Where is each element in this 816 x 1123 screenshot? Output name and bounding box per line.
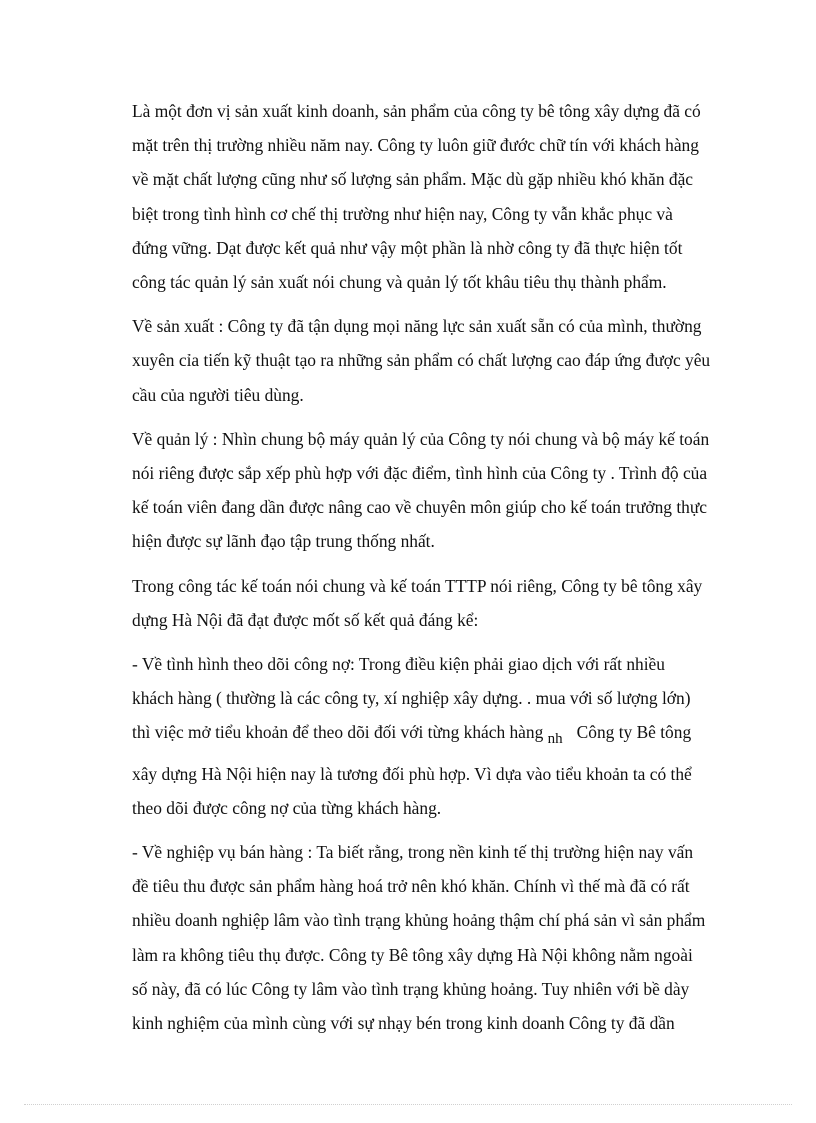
page-bottom-divider xyxy=(24,1104,792,1105)
text-line-with-subscript xyxy=(132,715,760,756)
text-line: Về quản lý : Nhìn chung bộ máy quản lý của Công ty nói chung và bộ máy kế toán xyxy=(132,428,710,449)
text-line: đứng vững. Dạt được kết quả như vậy một phần là nhờ công ty đã thực hiện tốt xyxy=(132,237,683,258)
text-line: nói riêng được sắp xếp phù hợp với đặc điểm, tình hình của Công ty . Trình độ của xyxy=(132,463,708,484)
paragraph-debt-tracking xyxy=(132,647,760,825)
text-line: khách hàng ( thường là các công ty, xí nghiệp xây dựng. . mua với số lượng lớn) xyxy=(132,688,691,709)
text-line: Trong công tác kế toán nói chung và kế toán TTTP nói riêng, Công ty bê tông xây xyxy=(132,575,703,596)
text-line: làm ra không tiêu thụ được. Công ty Bê tông xây dựng Hà Nội không nằm ngoài xyxy=(132,944,693,965)
text-line: mặt trên thị trường nhiều năm nay. Công ty luôn giữ đước chữ tín với khách hàng xyxy=(132,135,699,156)
paragraph-intro xyxy=(132,94,760,299)
text-line: dựng Hà Nội đã đạt được mốt số kết quả đáng kể: xyxy=(132,609,479,630)
text-line: - Về tình hình theo dõi công nợ: Trong điều kiện phải giao dịch với rất nhiều xyxy=(132,654,665,675)
text-fragment: thì việc mở tiểu khoản để theo dõi đối với từng khách hàng xyxy=(132,722,544,743)
paragraph-accounting xyxy=(132,569,760,637)
text-line: Về sản xuất : Công ty đã tận dụng mọi năng lực sản xuất sẵn có của mình, thường xyxy=(132,316,702,337)
text-line: kế toán viên đang dần được nâng cao về chuyên môn giúp cho kế toán trưởng thực xyxy=(132,497,707,518)
text-line: biệt trong tình hình cơ chế thị trường như hiện nay, Công ty vẫn khắc phục và xyxy=(132,203,673,224)
subscript-text: nh xyxy=(547,731,563,748)
text-line: xuyên cỉa tiến kỹ thuật tạo ra những sản phẩm có chất lượng cao đáp ứng được yêu xyxy=(132,350,711,371)
text-line: theo dõi được công nợ của từng khách hàng. xyxy=(132,797,442,818)
text-fragment: Công ty Bê tông xyxy=(576,722,692,743)
text-line: hiện được sự lãnh đạo tập trung thống nhất. xyxy=(132,531,435,552)
text-line: - Về nghiệp vụ bán hàng : Ta biết rằng, trong nền kinh tế thị trường hiện nay vấn xyxy=(132,842,694,863)
text-line: đề tiêu thu được sản phẩm hàng hoá trở nên khó khăn. Chính vì thế mà đã có rất xyxy=(132,876,690,897)
paragraph-management xyxy=(132,422,760,559)
text-line: kinh nghiệm của mình cùng với sự nhạy bén trong kinh doanh Công ty đã dần xyxy=(132,1013,675,1034)
text-line: nhiều doanh nghiệp lâm vào tình trạng khủng hoảng thậm chí phá sản vì sản phẩm xyxy=(132,910,706,931)
text-line: Là một đơn vị sản xuất kinh doanh, sản phẩm của công ty bê tông xây dựng đã có xyxy=(132,101,701,121)
text-line: về mặt chất lượng cũng như số lượng sản phẩm. Mặc dù gặp nhiều khó khăn đặc xyxy=(132,169,694,190)
text-line: xây dựng Hà Nội hiện nay là tương đối phù hợp. Vì dựa vào tiểu khoản ta có thể xyxy=(132,763,692,784)
text-line: số này, đã có lúc Công ty lâm vào tình trạng khủng hoảng. Tuy nhiên với bề dày xyxy=(132,978,690,999)
paragraph-sales xyxy=(132,835,760,1040)
document-body xyxy=(132,94,760,1050)
paragraph-production xyxy=(132,309,760,412)
text-line: công tác quản lý sản xuất nói chung và quản lý tốt khâu tiêu thụ thành phẩm. xyxy=(132,272,667,293)
text-line: cầu của người tiêu dùng. xyxy=(132,384,304,405)
